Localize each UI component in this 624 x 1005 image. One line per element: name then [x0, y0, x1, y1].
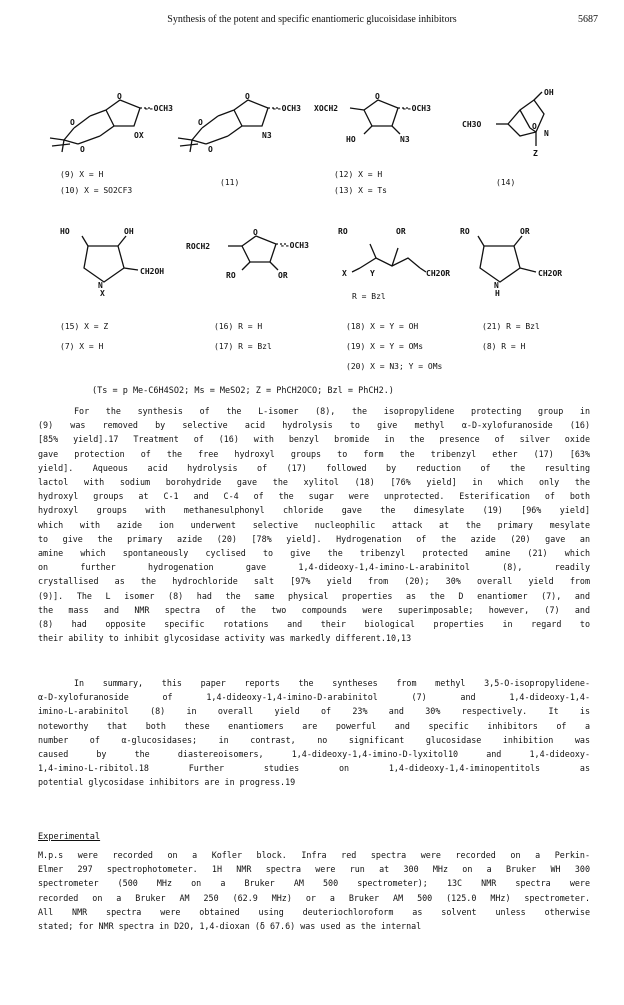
group-n: N: [494, 281, 499, 290]
paragraph-synthesis: [38, 404, 590, 645]
label-compound-20: (20) X = N3; Y = OMs: [346, 362, 443, 371]
group-n: N: [544, 129, 549, 138]
text-line: All NMR spectra were obtained using deuteriochloroform as solvent unless otherwise: [38, 906, 590, 917]
text-line: to give the primary azide (20) [78% yield]. Hydrogenation of the azide (20) gave an: [38, 533, 590, 544]
structure-12: [312, 92, 442, 164]
label-compound-21: (21) R = Bzl: [482, 322, 540, 331]
running-title: Synthesis of the potent and specific enantiomeric glucoisidase inhibitors: [167, 14, 457, 25]
text-line: gave protection of the free hydroxyl groups to form the tribenzyl ether (17) [63%: [38, 448, 590, 459]
text-line: For the synthesis of the L-isomer (8), the isopropylidene protecting group in: [74, 406, 590, 416]
text-line: noteworthy that both these enantiomers are powerful and specific inhibitors of a: [38, 720, 590, 731]
text-line: (9)]. The L isomer (8) had the same physical properties as the D enantiomer (7), and: [38, 590, 590, 601]
ring-oxygen: O: [375, 92, 380, 101]
label-compound-9: (9) X = H: [60, 170, 104, 179]
text-line: [85% yield].17 Treatment of (16) with benzyl bromide in the presence of silver oxide: [38, 434, 590, 445]
group-ro: RO: [460, 227, 470, 236]
text-line: on further hydrogenation gave 1,4-dideoxy-1,4-imino-L-arabinitol (8), readily: [38, 562, 590, 573]
group-och3: --OCH3: [402, 104, 431, 113]
text-line: their ability to inhibit glycosidase activity was markedly different.10,13: [38, 633, 412, 644]
label-compound-16: (16) R = H: [214, 322, 263, 331]
group-och3: --OCH3: [280, 241, 309, 250]
structure-16: [182, 224, 322, 296]
group-ox: OX: [134, 131, 144, 140]
text-line: lactol with sodium borohydride gave the xylitol (18) [76% yield] in which only the: [38, 477, 590, 488]
ring-oxygen: O: [532, 122, 537, 131]
text-line: yield]. Aqueous acid hydrolysis of (17) followed by reduction of the resulting: [38, 462, 590, 473]
group-x: X: [342, 269, 347, 278]
text-line: crystallised as the hydrochloride salt [97% yield from (20); 30% overall yield from: [38, 576, 590, 587]
experimental-heading: Experimental: [38, 832, 101, 842]
text-line: spectrometer (500 MHz on a Bruker AM 500 spectrometer); 13C NMR spectra were: [38, 878, 590, 889]
group-ho: HO: [60, 227, 70, 236]
label-compound-10: (10) X = SO2CF3: [60, 186, 133, 195]
paragraph-summary: [38, 676, 590, 790]
label-compound-14: (14): [496, 178, 516, 187]
r-definition: R = Bzl: [352, 292, 386, 301]
running-head: [0, 12, 624, 30]
text-line: potential glycosidase inhibitors are in progress.19: [38, 777, 296, 788]
dioxane-oxygen-2: O: [208, 145, 213, 154]
abbreviation-key: (Ts = p Me-C6H4SO2; Ms = MeSO2; Z = PhCH2OCO; Bzl = PhCH2.): [92, 386, 394, 396]
label-compound-8: (8) R = H: [482, 342, 526, 351]
group-ch2or: CH2OR: [426, 269, 451, 278]
label-compound-11: (11): [220, 178, 240, 187]
group-ch3o: CH3O: [462, 120, 482, 129]
group-y: Y: [370, 269, 375, 278]
group-xoch2: XOCH2: [314, 104, 339, 113]
group-h: H: [495, 289, 500, 298]
group-och3: --OCH3: [144, 104, 173, 113]
group-oh: OH: [544, 88, 554, 97]
ring-oxygen: O: [117, 92, 122, 101]
text-line: hydroxyl groups at C-1 and C-4 of the sugar were unprotected. Esterification of both: [38, 491, 590, 502]
text-line: (9) was removed by selective acid hydrolysis to give methyl α-D-xylofuranoside (16): [38, 420, 590, 431]
text-line: M.p.s were recorded on a Kofler block. Infra red spectra were recorded on a Perkin-: [38, 850, 590, 860]
label-compound-19: (19) X = Y = OMs: [346, 342, 424, 351]
group-ro: RO: [226, 271, 236, 280]
label-compound-17: (17) R = Bzl: [214, 342, 272, 351]
group-ch2oh: CH2OH: [140, 267, 165, 276]
page-number: 5687: [578, 14, 598, 25]
label-compound-7: (7) X = H: [60, 342, 104, 351]
text-line: the mass and NMR spectra of the two compounds were superimposable; however, (7) and: [38, 604, 590, 615]
structure-15: [60, 224, 180, 296]
group-or: OR: [520, 227, 530, 236]
label-compound-13: (13) X = Ts: [334, 186, 387, 195]
ring-oxygen: O: [245, 92, 250, 101]
ring-oxygen: O: [253, 228, 258, 237]
group-och3: --OCH3: [272, 104, 301, 113]
group-n: N: [98, 281, 103, 290]
text-line: hydroxyl groups with methanesulphonyl chloride gave the dimesylate (19) [96% yield]: [38, 505, 590, 516]
text-line: Elmer 297 spectrophotometer. 1H NMR spectra were run at 300 MHz on a Bruker WH 300: [38, 864, 590, 875]
group-z: Z: [533, 149, 538, 158]
label-compound-15: (15) X = Z: [60, 322, 109, 331]
group-oh: OH: [124, 227, 134, 236]
group-roch2: ROCH2: [186, 242, 211, 251]
structure-14: [458, 84, 578, 174]
structure-18: [330, 224, 460, 296]
group-n3: N3: [400, 135, 410, 144]
text-line: amine which spontaneously cyclised to give the tribenzyl protected amine (21) which: [38, 548, 590, 559]
label-compound-18: (18) X = Y = OH: [346, 322, 419, 331]
label-compound-12: (12) X = H: [334, 170, 383, 179]
group-ho: HO: [346, 135, 356, 144]
structure-9: [44, 92, 173, 164]
text-line: In summary, this paper reports the syntheses from methyl 3,5-O-isopropylidene-: [74, 678, 590, 688]
text-line: recorded on a Bruker AM 250 (62.9 MHz) or a Bruker AM 500 (125.0 MHz) spectrometer.: [38, 892, 590, 903]
structure-21: [462, 224, 592, 296]
group-or: OR: [396, 227, 406, 236]
text-line: number of α-glucosidases; in contrast, no significant glucosidase inhibition was: [38, 734, 590, 745]
text-line: 1,4-imino-L-ribitol.18 Further studies on 1,4-dideoxy-1,4-iminopentitols as: [38, 763, 590, 774]
group-x: X: [100, 289, 105, 298]
text-line: stated; for NMR spectra in D2O, 1,4-dioxan (δ 67.6) was used as the internal: [38, 921, 422, 932]
group-or: OR: [278, 271, 288, 280]
text-line: which with azide ion underwent selective nucleophilic attack at the primary mesylate: [38, 519, 590, 530]
text-line: imino-L-arabinitol (8) in overall yield of 23% and 30% respectively. It is: [38, 706, 590, 717]
dioxane-oxygen: O: [198, 118, 203, 127]
paragraph-experimental: [38, 848, 590, 933]
group-n3: N3: [262, 131, 272, 140]
text-line: (8) had opposite specific rotations and their biological properties in regard to: [38, 619, 590, 630]
group-ro: RO: [338, 227, 348, 236]
dioxane-oxygen-2: O: [80, 145, 85, 154]
group-ch2or: CH2OR: [538, 269, 563, 278]
text-line: α-D-xylofuranoside of 1,4-dideoxy-1,4-imino-D-arabinitol (7) and 1,4-dideoxy-1,4-: [38, 692, 590, 703]
text-line: caused by the diastereoisomers, 1,4-dideoxy-1,4-imino-D-lyxitol10 and 1,4-dideoxy-: [38, 749, 590, 760]
dioxane-oxygen: O: [70, 118, 75, 127]
structure-11: [172, 92, 301, 164]
